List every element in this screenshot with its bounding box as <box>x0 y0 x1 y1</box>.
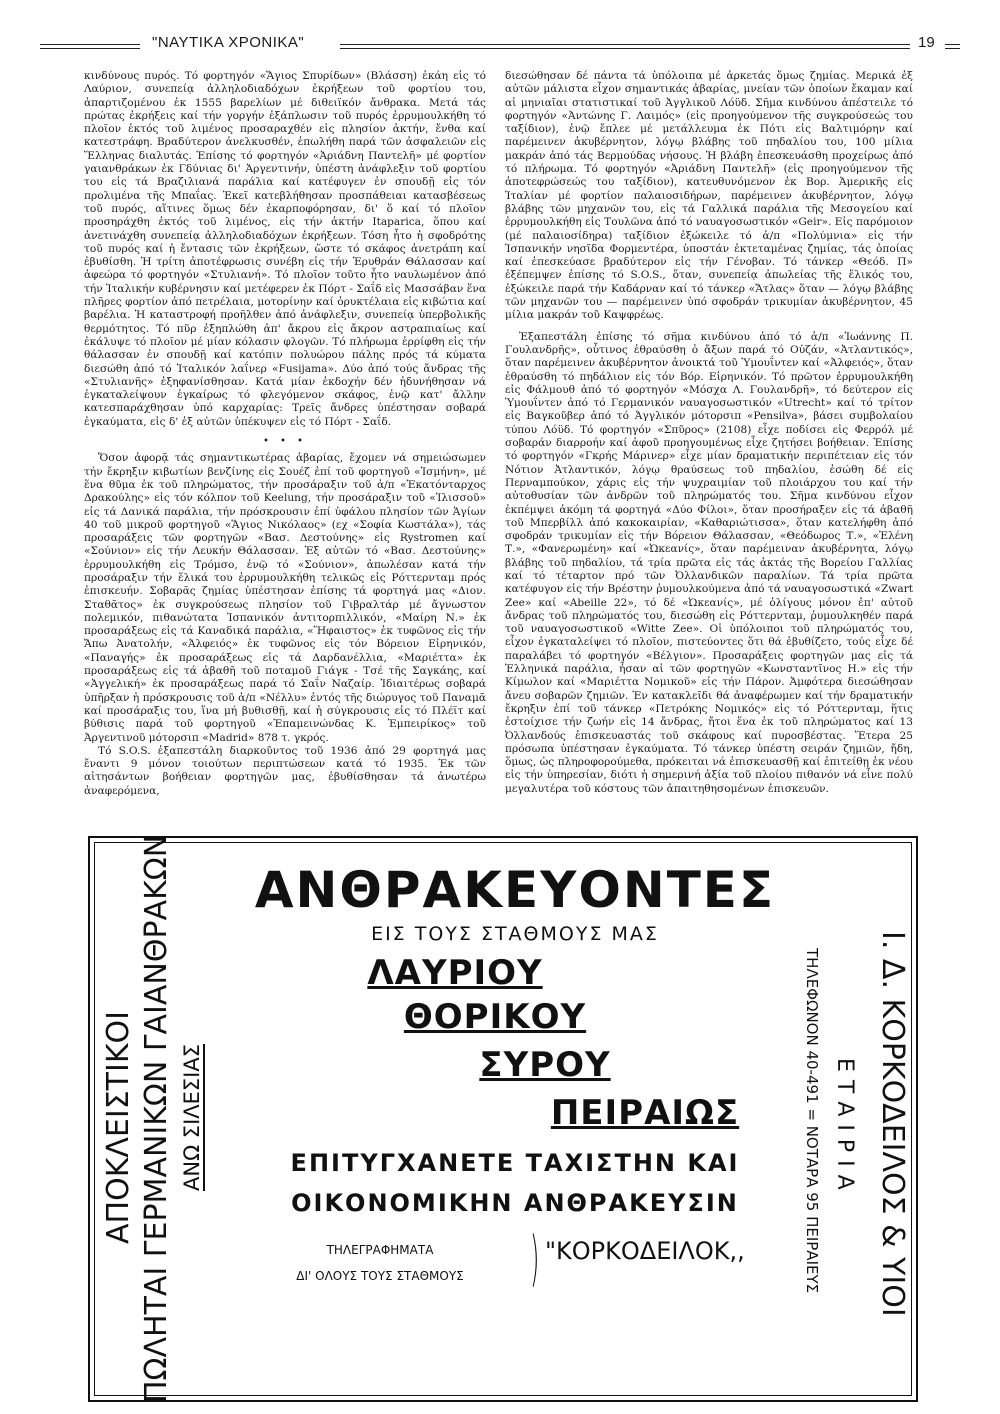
ad-main-content <box>225 853 805 1297</box>
section-divider: • • • <box>262 436 308 448</box>
article-paragraph: διεσώθησαν δέ πάντα τά ὑπόλοιπα μέ ἀρκετάς ὅμως ζημίας. Μερικά ἐξ αὐτῶν μάλιστα εἶχον σημαντικάς ἀβαρίας, μνείαν τῶν ὁποίων ἔκαμαν καί αἱ μηνιαῖαι στατιστικαί τοῦ Ἀγγλικοῦ Λόϋδ. Σῆμα κινδύνου ἀπέστειλε τό φορτηγόν «Ἀντώνης Γ. Λαιμός» (εἰς προηγούμενον τῆς συγκρούσεώς του ταξίδιον), ἐνῷ ἔπλεε μέ μετάλλευμα ἐκ Πότι εἰς Βαλτιμόρην καί παρέμεινεν ἀκυβέρνητον, λόγῳ βλάβης τοῦ πηδαλίου του, 100 μίλια μακράν ἀπό τάς Βερμούδας νήσους. Ἡ βλάβη ἐπεσκευάσθη προχείρως ἀπό τό πλήρωμα. Τό φορτηγόν «Ἀριάδνη Παντελῆ» (εἰς προηγούμενον τῆς ἀποτεφρώσεώς του ταξίδιον), κατευθυνόμενον ἐκ Βορ. Ἀμερικῆς εἰς Ἰταλίαν μέ φορτίον παλαιοσιδήρων, παρέμεινεν ἀκυβέρνητον, λόγῳ βλάβης τῶν μηχανῶν του, εἰς τά Γαλλικά παράλια τῆς Μεσογείου καί ἐρρυμουλκήθη εἰς Τουλῶνα ἀπό τό ναυαγοσωστικόν «Geir». Εἰς παρόμοιον (μέ παλαιοσίδηρα) ταξίδιον ἐξώκειλε τό ἀ/π «Πολύμνια» εἰς τήν Ἰσπανικήν νησῖδα Φορμεντέρα, ὑποστάν ἐκτεταμένας ζημίας, τάς ὁποίας καί ἐπεσκεύασε βραδύτερον εἰς τήν Γένοβαν. Τό τάνκερ «Θεόδ. Π» ἐξέπεμψεν ἐπίσης τό S.O.S., ὅταν, συνεπείᾳ ἀπωλείας τῆς ἕλικός του, ἐξώκειλε παρά τήν Καδάρναν καί τό τάνκερ «Ἄτλας» ὅταν — λόγῳ βλάβης τῶν μηχανῶν του — παρέμεινεν ὑπό σφοδράν τρικυμίαν ἀκυβέρνητον, 45 μίλια μακράν τοῦ Καψφρέως. <box>505 70 913 322</box>
page-header <box>40 34 960 58</box>
article-left-column <box>84 70 486 798</box>
ad-slogan-line-2: ΟΙΚΟΝΟΜΙΚΗΝ ΑΝΘΡΑΚΕΥΣΙΝ <box>291 1189 739 1217</box>
article-paragraph: κινδύνους πυρός. Τό φορτηγόν «Ἅγιος Σπυρίδων» (Βλάσση) ἐκάη εἰς τό Λαύριον, συνεπείᾳ ἀλληλοδιαδόχων ἐκρήξεων τοῦ φορτίου του, ἀπαρτιζομένου ἐκ 1555 βαρελίων μέ διθειϊκόν ἄνθρακα. Μετά τάς πρώτας ἐκρήξεις καί τήν γοργήν ἐξάπλωσιν τοῦ πυρός ἐρρυμουλκήθη τό πλοῖον ἐκτός τοῦ λιμένος προσαραχθέν εἰς πλησίον ἀκτήν, ἔνθα καί κατεστράφη. Βραδύτερον ἀνελκυσθέν, ἐπωλήθη παρά τῶν ἀσφαλειῶν εἰς Ἕλληνας διαλυτάς. Ἐπίσης τό φορτηγόν «Ἀριάδνη Παντελῆ» μέ φορτίον γαιανθράκων ἐκ Γδύνιας δι' Ἀργεντινήν, ὑπέστη ἀνάφλεξιν τοῦ φορτίου του εἰς τά Βραζιλιανά παράλια καί κατέφυγεν ἐν σπουδῇ εἰς τόν προλιμένα τῆς Μπαΐας. Ἐκεῖ κατεβλήθησαν προσπάθειαι κατασβέσεως τοῦ πυρός, αἵτινες ὅμως δέν ἐκαρποφόρησαν, δι' ὅ καί τό πλοῖον προσηράχθη ἐκτός τοῦ λιμένος, εἰς τήν ἀκτήν Itaparica, ὅπου καί ἀνετινάχθη συνεπείᾳ ἀλληλοδιαδόχων ἐκρήξεων. Τόση ἦτο ἡ σφοδρότης τοῦ πυρός καί ἡ ἔντασις τῶν ἐκρήξεων, ὥστε τό σκάφος ἀνετράπη καί ἐβυθίσθη. Ἡ τρίτη ἀποτέφρωσις συνέβη εἰς τήν Ἐρυθράν Θάλασσαν καί ἀφεώρα τό φορτηγόν «Στυλιανή». Τό πλοῖον τοῦτο ἦτο ναυλωμένον ἀπό τήν Ἰταλικήν κυβέρνησιν καί μετέφερεν ἐκ Πόρτ - Σαΐδ εἰς Μασσάβαν ἕνα πλῆρες φορτίον ἀπό πετρέλαια, μοτορίνην καί ὀρυκτέλαια εἰς κιβώτια καί βαρέλια. Ἡ καταστροφή προῆλθεν ἀπό ἀνάφλεξιν, συνεπείᾳ ὑπερβολικῆς θερμότητος. Τό πῦρ ἐξηπλώθη ἀπ' ἄκρου εἰς ἄκρον αστραπιαίως καί ἐκάλυψε τό πλοῖον μέ μίαν κόλασιν φλογῶν. Τό πλήρωμα ἐρρίφθη εἰς τήν θάλασσαν ἐν σπουδῇ καί κατόπιν πολυώρου πάλης πρός τά κύματα διεσώθη ἀπό τό Ἰταλικόν λαΐνερ «Fusijama». Δύο ἀπό τούς ἄνδρας τῆς «Στυλιανῆς» ἐξηφανίσθησαν. Κατά μίαν ἐκδοχήν δέν ἠδυνήθησαν νά ἐγκαταλείψουν ἐγκαίρως τό φλεγόμενον σκάφος, ἐνῷ κατ' ἄλλην κατεσπαράχθησαν ὑπό καρχαρίας: Τρεῖς ἄνδρες ὑπέστησαν σοβαρά ἐγκαύματα, εἰς δ' ἐξ αὐτῶν ὑπέκυψεν εἰς τό Πόρτ - Σαΐδ. <box>84 70 486 428</box>
ad-telegram-row <box>225 1224 805 1297</box>
publication-title: "ΝΑΥΤΙΚΑ ΧΡΟΝΙΚΑ" <box>152 34 305 51</box>
ad-slogan-line-1: ΕΠΙΤΥΓΧΑΝΕΤΕ ΤΑΧΙΣΤΗΝ ΚΑΙ <box>290 1149 740 1177</box>
ad-exclusive-label: ΑΠΟΚΛΕΙΣΤΙΚΟΙ <box>101 1011 136 1245</box>
ad-telegrams-label: ΤΗΛΕΓΡΑΦΗΜΑΤΑ <box>326 1243 434 1257</box>
article-right-column <box>505 70 913 796</box>
coal-advertisement <box>88 836 918 1402</box>
header-rule-left <box>40 44 140 49</box>
ad-headline: ΑΝΘΡΑΚΕΥΟΝΤΕΣ <box>254 861 776 919</box>
ad-region-label: ΑΝΩ ΣΙΛΕΣΙΑΣ <box>180 1044 204 1192</box>
ad-etairia-label: ΕΤΑΙΡΙΑ <box>832 1058 857 1198</box>
article-paragraph: Ἐξαπεστάλη ἐπίσης τό σῆμα κινδύνου ἀπό τό ἀ/π «Ἰωάννης Π. Γουλανδρῆς», οὗτινος ἐθραύσθη ὁ ἄξων παρά τό Οὐζάν, «Ἀτλαντικός», ὅταν παρέμεινεν ἀκυβέρνητον ἀνοικτά τοῦ Ὑμουΐντεν καί «Ἀλφειός», ὅταν ἐθραύσθη τό πηδάλιον εἰς τόν Βόρ. Εἰρηνικόν. Τό πρῶτον ἐρρυμουλκήθη εἰς Φάλμουθ ἀπό τό φορτηγόν «Μόσχα Λ. Γουλανδρῆ», τό δεύτερον εἰς Ὑμουΐντεν ἀπό τό Γερμανικόν ναυαγοσωστικόν «Utrecht» καί τό τρίτον εἰς Βαγκοῦβερ ἀπό τό Ἀγγλικόν μότορσιπ «Pensilva», βάσει συμβολαίου τύπου Λόϋδ. Τό φορτηγόν «Σπῦρος» (2108) εἶχε ποδίσει εἰς Φερρόλ μέ σοβαράν διαρροήν καί ἀφοῦ προηγουμένως εἶχε ζητήσει βοήθειαν. Ἐπίσης τό φορτηγόν «Γκρής Μάρινερ» εἶχε μίαν δραματικήν περιπέτειαν εἰς τόν Νότιον Ἀτλαντικόν, λόγῳ θραύσεως τοῦ πηδαλίου, ἐσώθη δέ εἰς Περναμπούκον, χάρις εἰς τήν ψυχραιμίαν τοῦ πλοιάρχου του καί τήν αὐτοθυσίαν τῶν ἀνδρῶν τοῦ πληρώματός του. Σῆμα κινδύνου εἶχον ἐκπέμψει ἀκόμη τά φορτηγά «Δύο Φίλοι», ὅταν προσήραξεν εἰς τά ἀβαθῆ τοῦ Μπερβίλλ ἀπό κακοκαιρίαν, «Καθαριώτισσα», ὅταν κατελήφθη ἀπό σφοδράν τρικυμίαν εἰς τήν Βόρειον Θάλασσαν, «Θεόδωρος Τ.», «Ἑλένη Τ.», «Φανερωμένη» καί «Ὠκεανίς», ὅταν παρέμειναν ἀκυβέρνητα, λόγῳ βλάβης τοῦ πηδαλίου, τά τρία πρῶτα εἰς τάς ἀκτάς τῆς Βορείου Γαλλίας καί τό τέταρτον πρό τῶν Ὀλλανδικῶν παραλίων. Τά τρία πρῶτα κατέφυγον εἰς τήν Βρέστην ῥυμουλκούμενα ἀπό τά ναυαγοσωστικά «Zwart Zee» καί «Abeille 22», τό δέ «Ὠκεανίς», μέ ὀλίγους μόνον ἐπ' αὐτοῦ ἄνδρας τοῦ πληρώματός του, διεσώθη εἰς Ρόττερνταμ, ῥυμουλκηθέν παρά τοῦ ναυαγοσωστικοῦ «Witte Zee». Οἱ ὑπόλοιποι τοῦ πληρώματός του, εἶχον ἐγκαταλείψει τό πλοῖον, πιστεύοντες ὅτι θά ἐβυθίζετο, τούς εἶχε δέ παραλάβει τό φορτηγόν «Βέλγιον». Προσαράξεις φορτηγῶν μας εἰς τά Ἑλληνικά παράλια, ἦσαν αἱ τῶν φορτηγῶν «Κωνσταντῖνος Η.» εἰς τήν Κίμωλον καί «Μαριέττα Νομικοῦ» εἰς τήν Πάρον. Ἀμφότερα διεσώθησαν ἄνευ σοβαρῶν ζημιῶν. Ἐν κατακλεῖδι θά ἀναφέρωμεν καί τήν δραματικήν ἔκρηξιν ἐπί τοῦ τάνκερ «Πετρόκης Νομικός» εἰς τό Ρόττερνταμ, ἥτις ἐστοίχισε τήν ζωήν εἰς 14 ἄνδρας, ἤτοι ἕνα ἐκ τοῦ πληρώματος καί 13 Ὀλλανδούς ἐπισκευαστάς τοῦ σκάφους καί πυροσβέστας. Ἕτερα 25 πρόσωπα ὑπέστησαν ἐγκαύματα. Τό τάνκερ ὑπέστη σειράν ζημιῶν, ἤδη, ὅμως, ὡς πληροφορούμεθα, πρόκειται νά ἐπισκευασθῇ καί ἐπιτείθῃ ἐκ νέου εἰς τήν ὑπηρεσίαν, διότι ἡ σημερινή ἀξία τοῦ πλοίου πιθανόν νά εἶνε πολύ μεγαλυτέρα τοῦ κόστους τῶν ἀπαιτηθησομένων ἐπισκευῶν. <box>505 330 914 795</box>
ad-port-syros: ΣΥΡΟΥ <box>479 1045 611 1085</box>
ad-subheadline: ΕΙΣ ΤΟΥΣ ΣΤΑΘΜΟΥΣ ΜΑΣ <box>371 923 659 945</box>
page-number: 19 <box>918 34 935 51</box>
ad-cable-address: "ΚΟΡΚΟΔΕΙΛΟΚ,, <box>545 1237 745 1265</box>
article-paragraph: Τό S.O.S. ἐξαπεστάλη διαρκοῦντος τοῦ 1936 ἀπό 29 φορτηγά μας ἔναντι 9 μόνον τοιούτων περιπτώσεων κατά τό 1935. Ἐκ τῶν αἰτησάντων βοήθειαν φορτηγῶν μας, ἐβυθίσθησαν τά ἀνωτέρω ἀναφερόμενα, <box>84 744 486 797</box>
ad-inner-frame <box>94 834 912 1403</box>
ad-port-thorikon: ΘΟΡΙΚΟΥ <box>403 997 587 1037</box>
ad-company-name: Ι. Δ. ΚΟΡΚΟΔΕΙΛΟΣ & ΥΙΟΙ <box>875 930 910 1317</box>
ad-telegram-labels <box>265 1237 495 1289</box>
ad-port-lavrion: ΛΑΥΡΙΟΥ <box>367 953 543 993</box>
ad-brace-icon: ) <box>530 1224 540 1294</box>
header-rule-end <box>945 44 960 49</box>
article-paragraph: Ὅσον ἀφορᾷ τάς σημαντικωτέρας ἀβαρίας, ἔχομεν νά σημειώσωμεν τήν ἔκρηξιν κιβωτίων βενζίνης εἰς Σουέζ ἐπί τοῦ φορτηγοῦ «Ἰσμήνη», μέ ἕνα θῦμα ἐκ τοῦ πληρώματος, τήν προσάραξιν τοῦ ἀ/π «Ἑκατόνταρχος Δρακούλης» εἰς τόν κόλπον τοῦ Keelung, τήν προσάραξιν τοῦ «Ἰλισσοῦ» εἰς τά Δανικά παράλια, τήν πρόσκρουσιν ἐπί ὑφάλου πλησίον τῶν Ἁγίων 40 τοῦ μικροῦ φορτηγοῦ «Ἅγιος Νικόλαος» (εχ «Σοφία Κωστάλα»), τάς προσαράξεις τῶν φορτηγῶν «Βασ. Δεστούνης» εἰς Rystromen καί «Σούνιον» εἰς τήν Λευκήν Θάλασσαν. Ἐξ αὐτῶν τό «Βασ. Δεστούνης» ἐρρυμουλκήθη εἰς Τρόμσο, ἐνῷ τό «Σούνιον», ἀπωλέσαν κατά τήν προσάραξιν τήν ἕλικά του ἐρρυμουλκήθη τελικῶς εἰς Ρόττερνταμ πρός ἐπισκευήν. Σοβαρᾶς ζημίας ὑπέστησαν ἐπίσης τά φορτηγά μας «Διον. Σταθᾶτος» ἐκ συγκρούσεως πλησίον τοῦ Γιβραλτάρ μέ ἄγνωστον πολεμικόν, πιθανώτατα Ἰσπανικόν ἀντιτορπιλλικόν, «Μαίρη Ν.» ἐκ προσαράξεως εἰς τά Καναδικά παράλια, «Ἥφαιστος» ἐκ τυφῶνος εἰς τήν Ἄπω Ἀνατολήν, «Ἀλφειός» ἐκ τυφῶνος εἰς τόν Βόρειον Εἰρηνικόν, «Παναγής» ἐκ προσαράξεως εἰς τά Δαρδανέλλια, «Μαριέττα» ἐκ προσαράξεως εἰς τά ἀβαθῆ τοῦ ποταμοῦ Γιάγκ - Τσέ τῆς Σαγκάης, καί «Ἀγγελική» ἐκ προσαράξεως παρά τό Σαΐν Ναζαίρ. Ἰδιαιτέρως σοβαρά ὑπῆρξαν ἡ πρόσκρουσις τοῦ ἀ/π «Νέλλυ» ἐντός τῆς διώρυγος τοῦ Παναμᾶ καί προσάραξις του, ἵνα μή βυθισθῇ, καί ἡ σύγκρουσις εἰς τό Πλέϊτ καί βύθισις παρά τοῦ φορτηγοῦ «Ἐπαμεινώνδας Κ. Ἐμπειρίκος» τοῦ Ἀργεντινοῦ μότορσιπ «Madrid» 878 τ. γκρός. <box>84 452 486 744</box>
ad-port-piraeus: ΠΕΙΡΑΙΩΣ <box>550 1093 740 1133</box>
header-rule-right <box>340 44 910 49</box>
ad-sellers-label: ΠΩΛΗΤΑΙ ΓΕΡΜΑΝΙΚΩΝ ΓΑΙΑΝΘΡΑΚΩΝ <box>139 834 174 1403</box>
ad-all-stations-label: ΔΙ' ΟΛΟΥΣ ΤΟΥΣ ΣΤΑΘΜΟΥΣ <box>296 1269 464 1283</box>
ad-contact-line: ΤΗΛΕΦΩΝΟΝ 40-491 = ΝΟΤΑΡΑ 95 ΠΕΙΡΑΙΕΥΣ <box>803 947 821 1294</box>
